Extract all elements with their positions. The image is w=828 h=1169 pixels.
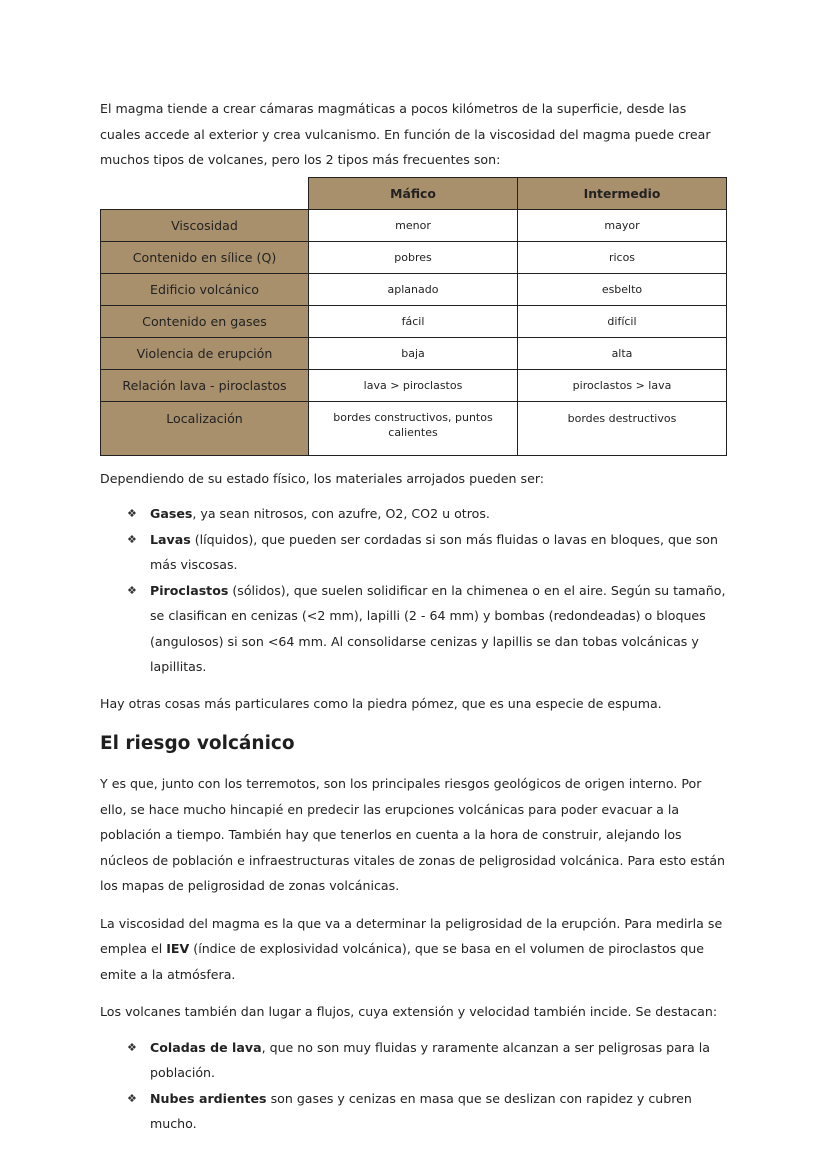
row-label: Viscosidad (101, 209, 309, 241)
cell-intermedio: mayor (518, 209, 727, 241)
term: Coladas de lava (150, 1039, 262, 1055)
row-label: Localización (101, 401, 309, 455)
cell-mafico: baja (309, 337, 518, 369)
volcano-types-table (100, 177, 727, 456)
cell-mafico: bordes constructivos, puntos calientes (309, 401, 518, 455)
diamond-bullet-icon: ❖ (127, 583, 137, 597)
cell-intermedio: ricos (518, 241, 727, 273)
list-item (127, 501, 728, 527)
column-header-mafico: Máfico (309, 177, 518, 209)
list-item (127, 1086, 728, 1137)
list-item (127, 1035, 728, 1086)
cell-intermedio: alta (518, 337, 727, 369)
row-label: Relación lava - piroclastos (101, 369, 309, 401)
table-row (101, 337, 727, 369)
materials-list (100, 501, 728, 680)
cell-mafico: fácil (309, 305, 518, 337)
cell-mafico: menor (309, 209, 518, 241)
term: Lavas (150, 531, 191, 547)
cell-intermedio: piroclastos > lava (518, 369, 727, 401)
term-description: , que no son muy fluidas y raramente alcanzan a ser peligrosas para la población. (150, 1039, 710, 1080)
term-description: , ya sean nitrosos, con azufre, O2, CO2 u otros. (192, 506, 490, 521)
diamond-bullet-icon: ❖ (127, 1040, 137, 1054)
intro-paragraph: El magma tiende a crear cámaras magmáticas a pocos kilómetros de la superficie, desde las cuales accede al exterior y crea vulcanismo. En función de la viscosidad del magma puede crear muchos tipos de volcanes, pero los 2 tipos más frecuentes son: (100, 101, 711, 167)
table-row (101, 273, 727, 305)
cell-mafico: lava > piroclastos (309, 369, 518, 401)
table-corner-cell (101, 177, 309, 209)
row-label: Contenido en sílice (Q) (101, 241, 309, 273)
table-row (101, 369, 727, 401)
term-description: son gases y cenizas en masa que se deslizan con rapidez y cubren mucho. (150, 1090, 692, 1131)
flows-list (100, 1035, 728, 1137)
iev-term: IEV (166, 941, 190, 956)
term-description: (líquidos), que pueden ser cordadas si son más fluidas o lavas en bloques, que son más viscosas. (150, 531, 718, 572)
term: Nubes ardientes (150, 1090, 267, 1106)
document-page (100, 96, 728, 1148)
term: Piroclastos (150, 582, 229, 598)
row-label: Contenido en gases (101, 305, 309, 337)
diamond-bullet-icon: ❖ (127, 507, 137, 520)
risk-paragraph: Y es que, junto con los terremotos, son los principales riesgos geológicos de origen interno. Por ello, se hace mucho hincapié en predecir las erupciones volcánicas para poder evacuar a la población a tiempo. También hay que tenerlos en cuenta a la hora de construir, alejando los núcleos de población e infraestructuras vitales de zonas de peligrosidad volcánica. Para esto están los mapas de peligrosidad de zonas volcánicas. (100, 776, 726, 893)
term-description: (sólidos), que suelen solidificar en la chimenea o en el aire. Según su tamaño, se clasifican en cenizas (<2 mm), lapilli (2 - 64 mm) y bombas (redondeadas) o bloques (angulosos) si son <64 mm. Al consolidarse cenizas y lapillis se dan tobas volcánicas y lapillitas. (150, 582, 726, 674)
iev-paragraph (100, 911, 728, 988)
iev-text-after: (índice de explosividad volcánica), que se basa en el volumen de piroclastos que emite a la atmósfera. (100, 941, 704, 982)
cell-intermedio: difícil (518, 305, 727, 337)
diamond-bullet-icon: ❖ (127, 532, 137, 546)
table-row (101, 305, 727, 337)
section-heading: El riesgo volcánico (100, 733, 295, 754)
cell-mafico: aplanado (309, 273, 518, 305)
cell-intermedio: esbelto (518, 273, 727, 305)
table-header-row (101, 177, 727, 209)
flows-intro: Los volcanes también dan lugar a flujos, cuya extensión y velocidad también incide. Se destacan: (100, 1004, 718, 1019)
table-row (101, 241, 727, 273)
list-item (127, 578, 728, 680)
iev-text-before: La viscosidad del magma es la que va a determinar la peligrosidad de la erupción. Para medirla se emplea el (100, 915, 723, 956)
column-header-intermedio: Intermedio (518, 177, 727, 209)
list-item (127, 527, 728, 578)
pumice-paragraph: Hay otras cosas más particulares como la piedra pómez, que es una especie de espuma. (100, 695, 662, 711)
row-label: Edificio volcánico (101, 273, 309, 305)
table-row (101, 401, 727, 455)
materials-intro: Dependiendo de su estado físico, los materiales arrojados pueden ser: (100, 470, 545, 486)
table-row (101, 209, 727, 241)
cell-intermedio: bordes destructivos (518, 401, 727, 455)
diamond-bullet-icon: ❖ (127, 1091, 137, 1105)
cell-mafico: pobres (309, 241, 518, 273)
term: Gases (150, 506, 193, 521)
row-label: Violencia de erupción (101, 337, 309, 369)
